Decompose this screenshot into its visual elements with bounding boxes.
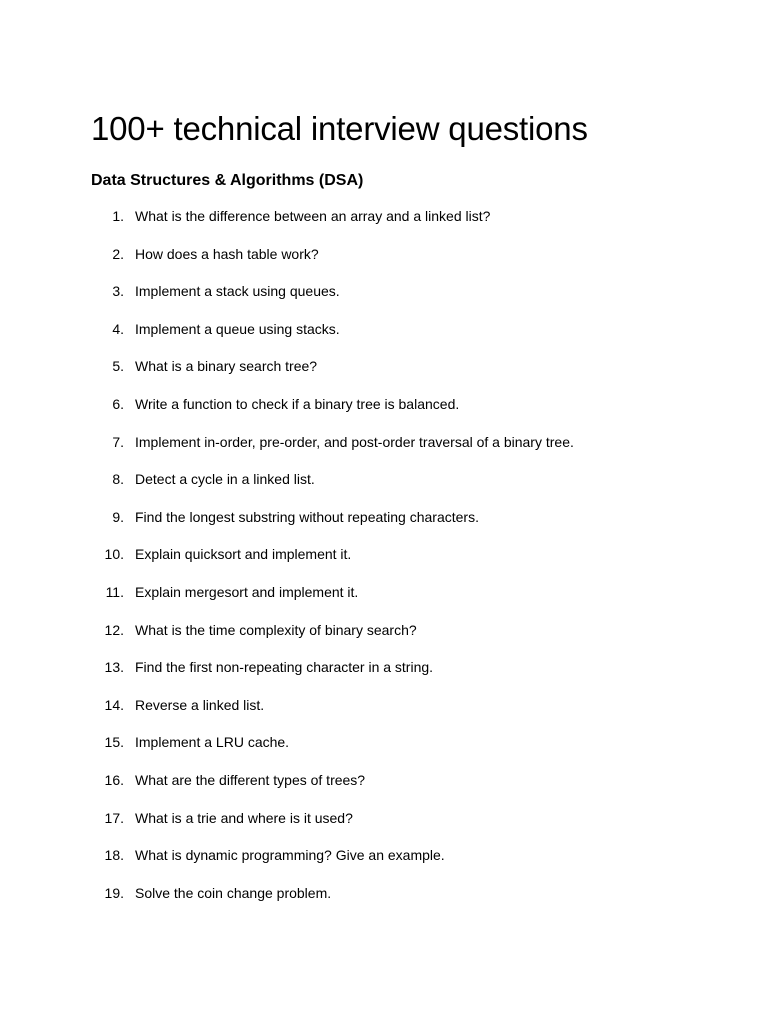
question-list xyxy=(0,206,768,920)
list-item-text: Explain mergesort and implement it. xyxy=(135,583,359,600)
list-item-number: 5. xyxy=(112,358,124,375)
list-item-number: 18. xyxy=(104,847,124,864)
section-heading-dsa: Data Structures & Algorithms (DSA) xyxy=(91,172,364,189)
list-item-text: Explain quicksort and implement it. xyxy=(135,546,352,563)
list-item xyxy=(0,281,768,319)
list-item-text: How does a hash table work? xyxy=(135,245,319,262)
list-item-text: Solve the coin change problem. xyxy=(135,884,332,901)
list-item-number: 9. xyxy=(112,508,124,525)
document-title: 100+ technical interview questions xyxy=(91,110,588,147)
list-item xyxy=(0,770,768,808)
list-item-number: 4. xyxy=(112,320,124,337)
list-item xyxy=(0,582,768,620)
list-item-text: Detect a cycle in a linked list. xyxy=(135,471,315,488)
list-item xyxy=(0,620,768,658)
list-item-text: What is a trie and where is it used? xyxy=(135,809,353,826)
list-item-number: 12. xyxy=(104,621,124,638)
list-item-text: Find the longest substring without repeating characters. xyxy=(135,508,479,525)
list-item-number: 10. xyxy=(104,546,124,563)
list-item xyxy=(0,469,768,507)
list-item xyxy=(0,883,768,921)
list-item xyxy=(0,244,768,282)
list-item-text: What is dynamic programming? Give an example. xyxy=(135,847,445,864)
list-item-number: 17. xyxy=(104,809,124,826)
list-item xyxy=(0,394,768,432)
list-item xyxy=(0,507,768,545)
list-item xyxy=(0,657,768,695)
list-item-text: What is a binary search tree? xyxy=(135,358,318,375)
list-item-text: What is the difference between an array and a linked list? xyxy=(135,208,491,224)
list-item-number: 14. xyxy=(104,696,124,713)
list-item xyxy=(0,432,768,470)
list-item xyxy=(0,732,768,770)
list-item-text: Reverse a linked list. xyxy=(135,696,265,713)
list-item-number: 8. xyxy=(112,471,124,488)
list-item-text: What are the different types of trees? xyxy=(135,771,366,788)
list-item-number: 19. xyxy=(104,884,124,901)
list-item-number: 11. xyxy=(105,583,124,600)
list-item xyxy=(0,319,768,357)
list-item-text: What is the time complexity of binary search? xyxy=(135,621,417,638)
list-item xyxy=(0,356,768,394)
list-item-text: Write a function to check if a binary tree is balanced. xyxy=(135,395,460,412)
list-item-text: Implement a stack using queues. xyxy=(135,283,340,300)
list-item xyxy=(0,206,768,244)
list-item xyxy=(0,544,768,582)
list-item-text: Implement in-order, pre-order, and post-order traversal of a binary tree. xyxy=(135,433,574,450)
list-item-number: 13. xyxy=(104,659,124,676)
list-item-number: 3. xyxy=(112,283,124,300)
list-item xyxy=(0,808,768,846)
list-item-text: Implement a LRU cache. xyxy=(135,734,290,751)
list-item-number: 6. xyxy=(112,395,124,412)
list-item-text: Implement a queue using stacks. xyxy=(135,320,340,337)
list-item xyxy=(0,695,768,733)
list-item-number: 16. xyxy=(104,771,124,788)
list-item xyxy=(0,845,768,883)
list-item-number: 15. xyxy=(104,734,124,751)
list-item-number: 7. xyxy=(112,433,124,450)
list-item-text: Find the first non-repeating character in a string. xyxy=(135,659,434,676)
list-item-number: 1. xyxy=(112,208,124,224)
list-item-number: 2. xyxy=(112,245,124,262)
